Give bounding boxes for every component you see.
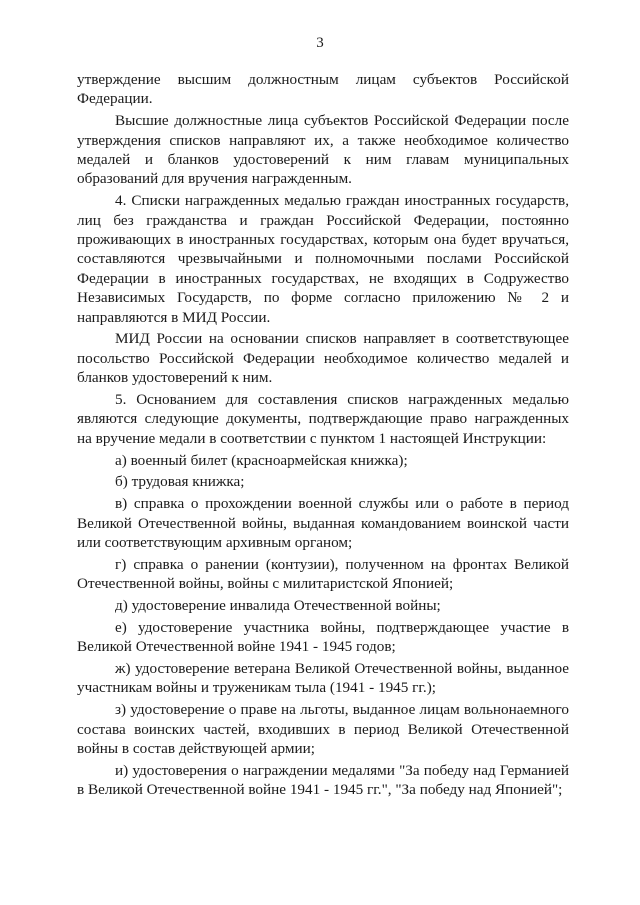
paragraph-item-5: 5. Основанием для составления списков награжденных медалью являются следующие документы, подтверждающие право награжденных на вручение медали в соответствии с пунктом 1 настоящей Инструкции: [77,391,569,447]
list-item-v: в) справка о прохождении военной службы или о работе в период Великой Отечественной войны, выданная командованием воинской части или соответствующим архивным органом; [77,495,569,552]
page-number: 3 [316,35,324,51]
paragraph-governors: Высшие должностные лица субъектов Российской Федерации после утверждения списков направляют их, а также необходимое количество медалей и бланков удостоверений к ним главам муниципальных образований для вручения награжденным. [77,112,569,188]
list-item-i: и) удостоверения о награждении медалями "За победу над Германией в Великой Отечественной войне 1941 - 1945 гг.", "За победу над Японией"; [77,761,569,799]
paragraph-item-4: 4. Списки награжденных медалью граждан иностранных государств, лиц без гражданства и граждан Российской Федерации, постоянно проживающих в иностранных государствах, которым она будет вручаться, составляются чрезвычайными и полномочными послами Российской Федерации в иностранных государствах, не входящих в Содружество Независимых Государств, по форме согласно приложению № 2 и направляются в МИД России. [77,192,569,326]
list-item-b: б) трудовая книжка; [115,473,245,491]
list-item-z: з) удостоверение о праве на льготы, выданное лицам вольнонаемного состава воинских частей, входивших в период Великой Отечественной войны в состав действующей армии; [77,701,569,758]
list-item-zh: ж) удостоверение ветерана Великой Отечественной войны, выданное участникам войны и труженикам тыла (1941 - 1945 гг.); [77,660,569,697]
document-body [77,70,569,800]
list-item-e: е) удостоверение участника войны, подтверждающее участие в Великой Отечественной войне 1941 - 1945 годов; [77,618,569,656]
paragraph-mfa: МИД России на основании списков направляет в соответствующее посольство Российской Федерации необходимое количество медалей и бланков удостоверений к ним. [77,330,569,387]
list-item-d: д) удостоверение инвалида Отечественной войны; [115,597,441,615]
paragraph-continuation: утверждение высшим должностным лицам субъектов Российской Федерации. [77,71,569,108]
list-item-g: г) справка о ранении (контузии), полученном на фронтах Великой Отечественной войны, войны с милитаристской Японией; [77,555,569,593]
list-item-a: а) военный билет (красноармейская книжка); [115,451,408,469]
